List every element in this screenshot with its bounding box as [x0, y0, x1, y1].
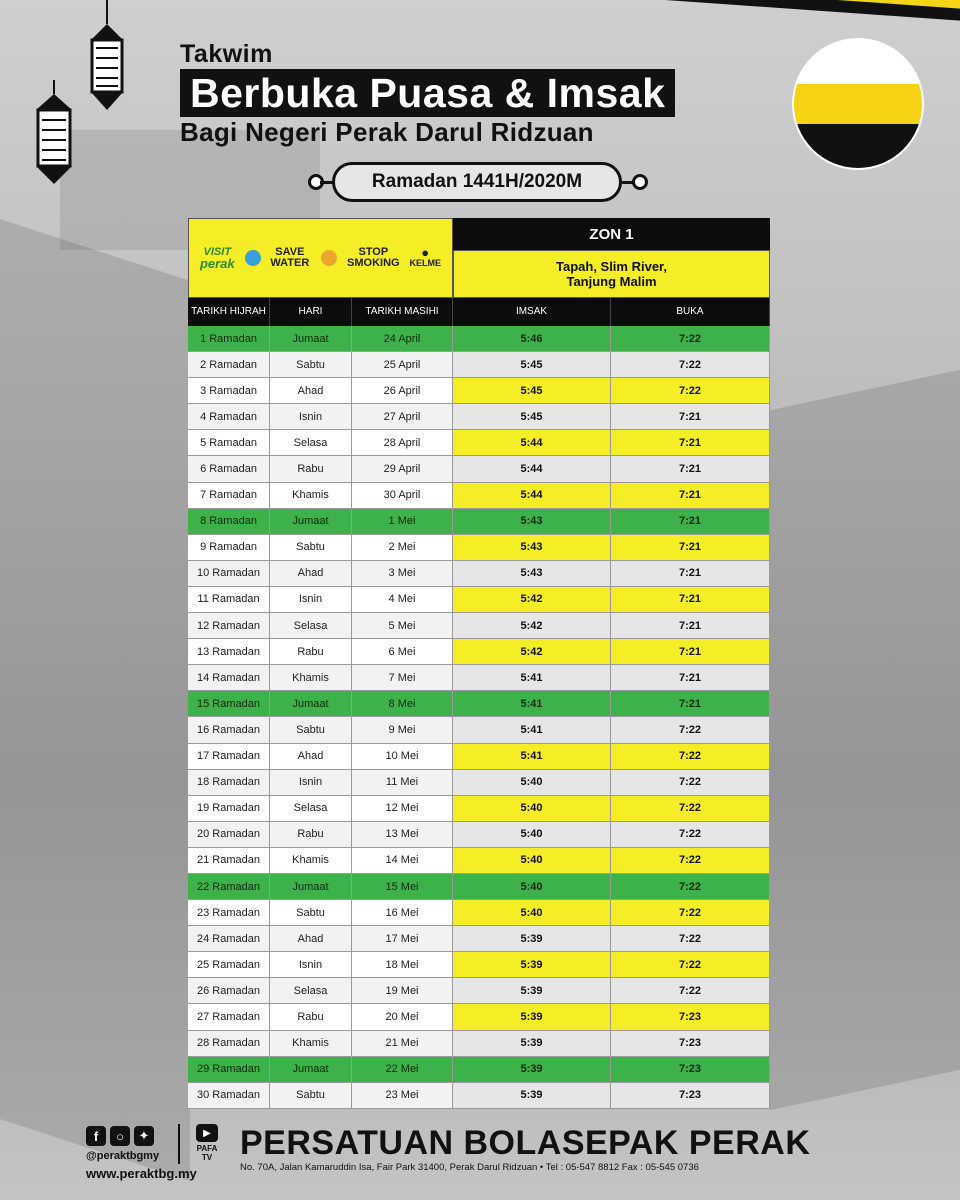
- cell-imsak: 5:42: [453, 613, 611, 639]
- cell-imsak: 5:45: [453, 378, 611, 404]
- table-row: [188, 848, 770, 874]
- organization-name: PERSATUAN BOLASEPAK PERAK: [240, 1124, 811, 1162]
- kelme-logo: ● KELME: [409, 245, 441, 268]
- cell-imsak: 5:39: [453, 978, 611, 1004]
- cell-hari: Rabu: [270, 1004, 352, 1030]
- cell-hari: Khamis: [270, 848, 352, 874]
- cell-hari: Sabtu: [270, 900, 352, 926]
- cell-buka: 7:21: [611, 587, 770, 613]
- cell-buka: 7:23: [611, 1057, 770, 1083]
- col-buka: BUKA: [611, 298, 770, 326]
- cell-masihi: 16 Mei: [352, 900, 453, 926]
- cell-imsak: 5:45: [453, 404, 611, 430]
- cell-masihi: 30 April: [352, 483, 453, 509]
- cell-hijrah: 23 Ramadan: [188, 900, 270, 926]
- col-imsak: IMSAK: [453, 298, 611, 326]
- cell-buka: 7:23: [611, 1031, 770, 1057]
- table-row: [188, 717, 770, 743]
- cell-hari: Isnin: [270, 404, 352, 430]
- cell-masihi: 3 Mei: [352, 561, 453, 587]
- cell-hari: Jumaat: [270, 1057, 352, 1083]
- cell-hari: Khamis: [270, 483, 352, 509]
- cell-masihi: 29 April: [352, 456, 453, 482]
- cell-buka: 7:21: [611, 639, 770, 665]
- cell-hijrah: 18 Ramadan: [188, 770, 270, 796]
- cell-hijrah: 30 Ramadan: [188, 1083, 270, 1109]
- cell-hijrah: 26 Ramadan: [188, 978, 270, 1004]
- cell-hari: Selasa: [270, 796, 352, 822]
- social-icons: [86, 1126, 154, 1146]
- cell-hijrah: 17 Ramadan: [188, 744, 270, 770]
- cell-hijrah: 14 Ramadan: [188, 665, 270, 691]
- column-headers: [188, 298, 770, 326]
- cell-hijrah: 5 Ramadan: [188, 430, 270, 456]
- cell-hijrah: 27 Ramadan: [188, 1004, 270, 1030]
- cell-masihi: 14 Mei: [352, 848, 453, 874]
- cell-masihi: 17 Mei: [352, 926, 453, 952]
- cell-masihi: 8 Mei: [352, 691, 453, 717]
- cell-buka: 7:23: [611, 1004, 770, 1030]
- cell-masihi: 24 April: [352, 326, 453, 352]
- organization-address: No. 70A, Jalan Kamaruddin Isa, Fair Park 31400, Perak Darul Ridzuan • Tel : 05-547 8812 Fax : 05-545 0736: [240, 1162, 699, 1173]
- cell-hari: Rabu: [270, 822, 352, 848]
- cell-masihi: 20 Mei: [352, 1004, 453, 1030]
- cell-buka: 7:21: [611, 535, 770, 561]
- zone-title: ZON 1: [453, 218, 770, 250]
- cell-masihi: 22 Mei: [352, 1057, 453, 1083]
- instagram-icon[interactable]: ○: [110, 1126, 130, 1146]
- table-row: [188, 352, 770, 378]
- cell-buka: 7:22: [611, 926, 770, 952]
- cell-masihi: 4 Mei: [352, 587, 453, 613]
- cell-buka: 7:21: [611, 665, 770, 691]
- period-badge: [308, 160, 648, 206]
- table-row: [188, 744, 770, 770]
- table-row: [188, 1031, 770, 1057]
- page-subtitle: Bagi Negeri Perak Darul Ridzuan: [180, 117, 594, 147]
- cell-imsak: 5:40: [453, 770, 611, 796]
- cell-imsak: 5:44: [453, 483, 611, 509]
- paw-icon: ●: [421, 245, 430, 260]
- facebook-icon[interactable]: f: [86, 1126, 106, 1146]
- cell-hijrah: 15 Ramadan: [188, 691, 270, 717]
- cell-hari: Sabtu: [270, 1083, 352, 1109]
- cell-imsak: 5:39: [453, 1083, 611, 1109]
- table-row: [188, 770, 770, 796]
- cell-hari: Ahad: [270, 926, 352, 952]
- cell-masihi: 2 Mei: [352, 535, 453, 561]
- cell-buka: 7:22: [611, 770, 770, 796]
- cell-buka: 7:22: [611, 378, 770, 404]
- table-row: [188, 900, 770, 926]
- cell-masihi: 12 Mei: [352, 796, 453, 822]
- table-row: [188, 1057, 770, 1083]
- cell-imsak: 5:39: [453, 926, 611, 952]
- table-row: [188, 691, 770, 717]
- cell-masihi: 25 April: [352, 352, 453, 378]
- cell-hijrah: 22 Ramadan: [188, 874, 270, 900]
- cell-hijrah: 4 Ramadan: [188, 404, 270, 430]
- footer: [0, 1118, 960, 1200]
- table-row: [188, 822, 770, 848]
- table-row: [188, 326, 770, 352]
- table-row: [188, 978, 770, 1004]
- cell-masihi: 28 April: [352, 430, 453, 456]
- cell-buka: 7:21: [611, 456, 770, 482]
- cell-hari: Ahad: [270, 744, 352, 770]
- cell-imsak: 5:40: [453, 822, 611, 848]
- cell-hijrah: 21 Ramadan: [188, 848, 270, 874]
- table-row: [188, 456, 770, 482]
- website-link[interactable]: www.peraktbg.my: [86, 1166, 197, 1181]
- cell-hari: Jumaat: [270, 509, 352, 535]
- cell-hijrah: 24 Ramadan: [188, 926, 270, 952]
- cell-hari: Selasa: [270, 613, 352, 639]
- cell-masihi: 15 Mei: [352, 874, 453, 900]
- cell-hari: Selasa: [270, 430, 352, 456]
- cell-hari: Sabtu: [270, 717, 352, 743]
- cell-hijrah: 16 Ramadan: [188, 717, 270, 743]
- corner-decoration: [440, 0, 960, 40]
- table-body: [188, 326, 770, 1109]
- cell-masihi: 13 Mei: [352, 822, 453, 848]
- zone-area: Tapah, Slim River, Tanjung Malim: [453, 250, 770, 298]
- cell-hijrah: 3 Ramadan: [188, 378, 270, 404]
- perak-flag: [794, 40, 922, 168]
- cell-imsak: 5:43: [453, 561, 611, 587]
- col-hijrah: TARIKH HIJRAH: [188, 298, 270, 326]
- cell-hari: Sabtu: [270, 535, 352, 561]
- cell-masihi: 1 Mei: [352, 509, 453, 535]
- cell-hijrah: 12 Ramadan: [188, 613, 270, 639]
- cell-imsak: 5:46: [453, 326, 611, 352]
- cell-masihi: 26 April: [352, 378, 453, 404]
- water-drop-icon: [245, 250, 261, 266]
- table-row: [188, 613, 770, 639]
- cell-imsak: 5:43: [453, 535, 611, 561]
- stop-smoking-logo: STOP SMOKING: [347, 246, 400, 269]
- cell-masihi: 5 Mei: [352, 613, 453, 639]
- cell-imsak: 5:45: [453, 352, 611, 378]
- social-handle: @peraktbgmy: [86, 1150, 160, 1162]
- table-row: [188, 926, 770, 952]
- cell-buka: 7:21: [611, 430, 770, 456]
- cell-buka: 7:23: [611, 1083, 770, 1109]
- col-hari: HARI: [270, 298, 352, 326]
- cell-imsak: 5:40: [453, 874, 611, 900]
- table-row: [188, 535, 770, 561]
- cell-buka: 7:22: [611, 744, 770, 770]
- cell-imsak: 5:41: [453, 665, 611, 691]
- cell-hijrah: 7 Ramadan: [188, 483, 270, 509]
- cell-buka: 7:21: [611, 561, 770, 587]
- cell-hari: Isnin: [270, 952, 352, 978]
- play-icon: ▶: [196, 1124, 218, 1142]
- cell-masihi: 10 Mei: [352, 744, 453, 770]
- cell-buka: 7:22: [611, 352, 770, 378]
- cell-imsak: 5:39: [453, 1057, 611, 1083]
- cell-imsak: 5:44: [453, 430, 611, 456]
- cell-masihi: 18 Mei: [352, 952, 453, 978]
- table-row: [188, 561, 770, 587]
- cell-imsak: 5:41: [453, 744, 611, 770]
- table-row: [188, 639, 770, 665]
- table-row: [188, 796, 770, 822]
- cell-buka: 7:21: [611, 691, 770, 717]
- cell-masihi: 11 Mei: [352, 770, 453, 796]
- cell-hari: Isnin: [270, 587, 352, 613]
- lantern-icon: [26, 80, 82, 190]
- table-row: [188, 1083, 770, 1109]
- cell-buka: 7:22: [611, 326, 770, 352]
- table-row: [188, 509, 770, 535]
- cell-buka: 7:22: [611, 717, 770, 743]
- pafa-tv[interactable]: ▶ PAFA TV: [192, 1124, 222, 1162]
- sponsor-logos: [188, 218, 453, 298]
- cell-imsak: 5:40: [453, 900, 611, 926]
- zone-header: [453, 218, 770, 298]
- cell-hijrah: 25 Ramadan: [188, 952, 270, 978]
- table-row: [188, 874, 770, 900]
- cell-buka: 7:22: [611, 822, 770, 848]
- table-row: [188, 665, 770, 691]
- visit-perak-logo: VISIT perak: [199, 246, 235, 271]
- globe-icon: [321, 250, 337, 266]
- cell-imsak: 5:43: [453, 509, 611, 535]
- cell-hari: Jumaat: [270, 874, 352, 900]
- save-water-logo: SAVE WATER: [270, 246, 310, 269]
- cell-imsak: 5:42: [453, 639, 611, 665]
- table-row: [188, 952, 770, 978]
- col-masihi: TARIKH MASIHI: [352, 298, 453, 326]
- cell-hari: Sabtu: [270, 352, 352, 378]
- title-label: Takwim: [180, 40, 273, 68]
- cell-imsak: 5:44: [453, 456, 611, 482]
- cell-hijrah: 13 Ramadan: [188, 639, 270, 665]
- page-title: Berbuka Puasa & Imsak: [180, 69, 675, 117]
- cell-hijrah: 28 Ramadan: [188, 1031, 270, 1057]
- cell-buka: 7:21: [611, 509, 770, 535]
- cell-hari: Jumaat: [270, 691, 352, 717]
- table-row: [188, 1004, 770, 1030]
- twitter-icon[interactable]: ✦: [134, 1126, 154, 1146]
- cell-masihi: 21 Mei: [352, 1031, 453, 1057]
- schedule-table: [188, 218, 770, 1109]
- cell-masihi: 7 Mei: [352, 665, 453, 691]
- cell-buka: 7:22: [611, 874, 770, 900]
- cell-masihi: 27 April: [352, 404, 453, 430]
- cell-hari: Rabu: [270, 456, 352, 482]
- cell-hari: Selasa: [270, 978, 352, 1004]
- cell-hari: Ahad: [270, 378, 352, 404]
- cell-imsak: 5:39: [453, 952, 611, 978]
- cell-buka: 7:22: [611, 952, 770, 978]
- cell-imsak: 5:41: [453, 717, 611, 743]
- title-block: [180, 40, 675, 148]
- cell-hijrah: 10 Ramadan: [188, 561, 270, 587]
- cell-imsak: 5:40: [453, 848, 611, 874]
- cell-masihi: 23 Mei: [352, 1083, 453, 1109]
- cell-imsak: 5:41: [453, 691, 611, 717]
- cell-buka: 7:22: [611, 796, 770, 822]
- cell-masihi: 9 Mei: [352, 717, 453, 743]
- cell-buka: 7:22: [611, 900, 770, 926]
- cell-hijrah: 11 Ramadan: [188, 587, 270, 613]
- cell-hijrah: 19 Ramadan: [188, 796, 270, 822]
- cell-hijrah: 2 Ramadan: [188, 352, 270, 378]
- cell-hari: Khamis: [270, 665, 352, 691]
- cell-buka: 7:22: [611, 978, 770, 1004]
- cell-buka: 7:22: [611, 848, 770, 874]
- cell-hari: Khamis: [270, 1031, 352, 1057]
- table-header: [188, 218, 770, 298]
- footer-divider: [178, 1124, 180, 1164]
- cell-buka: 7:21: [611, 483, 770, 509]
- cell-imsak: 5:40: [453, 796, 611, 822]
- table-row: [188, 404, 770, 430]
- cell-hijrah: 1 Ramadan: [188, 326, 270, 352]
- cell-hari: Isnin: [270, 770, 352, 796]
- table-row: [188, 378, 770, 404]
- table-row: [188, 587, 770, 613]
- cell-hijrah: 9 Ramadan: [188, 535, 270, 561]
- table-row: [188, 483, 770, 509]
- cell-hari: Ahad: [270, 561, 352, 587]
- cell-imsak: 5:39: [453, 1031, 611, 1057]
- cell-hijrah: 29 Ramadan: [188, 1057, 270, 1083]
- cell-buka: 7:21: [611, 613, 770, 639]
- period-label: Ramadan 1441H/2020M: [332, 162, 622, 202]
- cell-hari: Jumaat: [270, 326, 352, 352]
- lantern-icon: [82, 0, 132, 120]
- cell-masihi: 19 Mei: [352, 978, 453, 1004]
- cell-hijrah: 6 Ramadan: [188, 456, 270, 482]
- table-row: [188, 430, 770, 456]
- cell-hijrah: 20 Ramadan: [188, 822, 270, 848]
- cell-hijrah: 8 Ramadan: [188, 509, 270, 535]
- cell-buka: 7:21: [611, 404, 770, 430]
- cell-imsak: 5:42: [453, 587, 611, 613]
- cell-imsak: 5:39: [453, 1004, 611, 1030]
- cell-masihi: 6 Mei: [352, 639, 453, 665]
- cell-hari: Rabu: [270, 639, 352, 665]
